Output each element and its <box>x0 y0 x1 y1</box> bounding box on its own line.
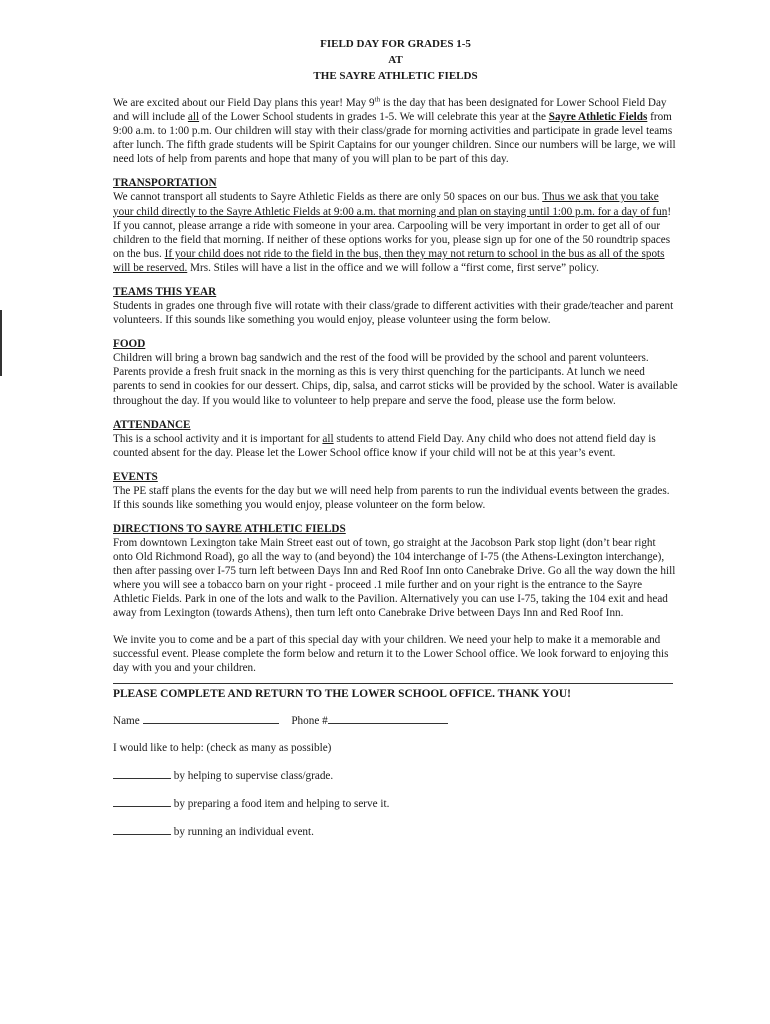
teams-heading: TEAMS THIS YEAR <box>113 286 217 299</box>
option-food-checkline[interactable] <box>113 796 171 807</box>
option-food <box>113 796 678 811</box>
transportation-text-4: If your child does not ride to the field in the bus, then they may not return to school in the bus as all of the spots will be reserved. <box>113 247 665 274</box>
phone-field[interactable] <box>328 713 448 724</box>
events-paragraph: The PE staff plans the events for the day but we will need help from parents to run the individual events between the grades. If this sounds like something you would enjoy, please volunteer on the form below. <box>113 484 670 511</box>
option-event-label: by running an individual event. <box>173 825 314 838</box>
attendance-paragraph <box>113 432 678 460</box>
intro-paragraph <box>113 96 678 166</box>
phone-label: Phone # <box>291 714 328 727</box>
intro-superscript: th <box>374 95 381 104</box>
transportation-text-5: Mrs. Stiles will have a list in the office and we will follow a “first come, first serve” policy. <box>187 261 599 274</box>
title-line-1: FIELD DAY FOR GRADES 1-5 <box>320 38 471 50</box>
document-page <box>113 36 678 839</box>
contact-row <box>113 713 678 728</box>
name-field[interactable] <box>143 713 279 724</box>
attendance-all-emphasis: all <box>322 432 334 445</box>
directions-paragraph: From downtown Lexington take Main Street east out of town, go straight at the Jacobson Park stop light (don’t bear right onto Old Richmond Road), go all the way to (and beyond) the 104 interchange of I-75 (the Athens-Lexington interchange), then after passing over I-75 turn left between Days Inn and Red Roof Inn onto Canebrake Drive. Go all the way down the hill where you will see a tobacco barn on your right - proceed .1 mile further and on your right is the entrance to the Sayre Athletic Fields. Park in one of the lots and walk to the Pavilion. Alternatively you can use I-75, taking the 104 exit and head away from Lexington (towards Athens), then turn left onto Canebrake Drive between Days Inn and Red Roof Inn. <box>113 536 676 620</box>
food-paragraph: Children will bring a brown bag sandwich and the rest of the food will be provided by the school and parent volunteers. Parents provide a fresh fruit snack in the morning as this is very thirst quenching for the participants. At lunch we need parents to send in cookies for our dessert. Chips, dip, salsa, and carrot sticks will be provided by the school. Water is available throughout the day. If you would like to volunteer to help prepare and serve the food, please use the form below. <box>113 352 678 407</box>
document-title <box>113 36 678 84</box>
intro-text-4: from 9:00 a.m. to 1:00 p.m. Our children will stay with their class/grade for morning activities and participate in grade level teams after lunch. The fifth grade students will be Spirit Captains for our younger children. Since our numbers will be large, we will need lots of help from parents and hope that many of you will plan to be part of this day. <box>113 111 676 166</box>
attendance-heading: ATTENDANCE <box>113 418 191 431</box>
attendance-text-1: This is a school activity and it is important for <box>113 432 323 445</box>
intro-fields-emphasis: Sayre Athletic Fields <box>548 111 648 124</box>
intro-all-emphasis: all <box>187 111 200 124</box>
option-event-checkline[interactable] <box>113 824 171 835</box>
intro-text-1: We are excited about our Field Day plans this year! May 9 <box>113 97 375 109</box>
help-prompt: I would like to help: (check as many as possible) <box>113 741 332 754</box>
option-supervise-checkline[interactable] <box>113 768 171 779</box>
transportation-text-3: ! If you cannot, please arrange a ride with someone in your area. Carpooling will be very important in order to get all of our children to the field that morning. If neither of these options works for you, please sign up for one of the 50 roundtrip spaces on the bus. <box>113 205 672 260</box>
events-heading: EVENTS <box>113 470 158 483</box>
food-heading: FOOD <box>113 338 146 351</box>
return-instructions: PLEASE COMPLETE AND RETURN TO THE LOWER SCHOOL OFFICE. THANK YOU! <box>113 687 571 700</box>
option-food-label: by preparing a food item and helping to serve it. <box>173 797 390 810</box>
transportation-paragraph <box>113 190 678 275</box>
option-supervise-label: by helping to supervise class/grade. <box>173 769 334 782</box>
margin-mark <box>0 310 2 376</box>
teams-paragraph: Students in grades one through five will rotate with their class/grade to different activities with their grade/teacher and parent volunteers. If this sounds like something you would enjoy, please volunteer using the form below. <box>113 300 674 327</box>
option-event <box>113 824 678 839</box>
name-label: Name <box>113 714 140 727</box>
transportation-text-1: We cannot transport all students to Sayre Athletic Fields as there are only 50 spaces on our bus. <box>113 191 543 204</box>
directions-heading: DIRECTIONS TO SAYRE ATHLETIC FIELDS <box>113 522 346 535</box>
transportation-heading: TRANSPORTATION <box>113 177 217 190</box>
intro-text-2: is the day that has been designated for Lower School Field Day and will include <box>113 97 667 124</box>
title-line-3: THE SAYRE ATHLETIC FIELDS <box>313 70 478 82</box>
intro-text-3: of the Lower School students in grades 1-5. We will celebrate this year at the <box>199 111 549 124</box>
option-supervise <box>113 768 678 783</box>
closing-paragraph: We invite you to come and be a part of this special day with your children. We need your help to make it a memorable and successful event. Please complete the form below and return it to the Lower School office. We look forward to enjoying this day with you and your children. <box>113 633 669 674</box>
transportation-text-2: Thus we ask that you take your child directly to the Sayre Athletic Fields at 9:00 a.m. that morning and plan on staying until 1:00 p.m. for a day of fun <box>113 191 668 218</box>
attendance-text-2: students to attend Field Day. Any child who does not attend field day is counted absent for the day. Please let the Lower School office know if your child will not be at this year’s event. <box>113 432 656 459</box>
title-line-2: AT <box>388 54 403 66</box>
divider-line <box>113 683 673 684</box>
